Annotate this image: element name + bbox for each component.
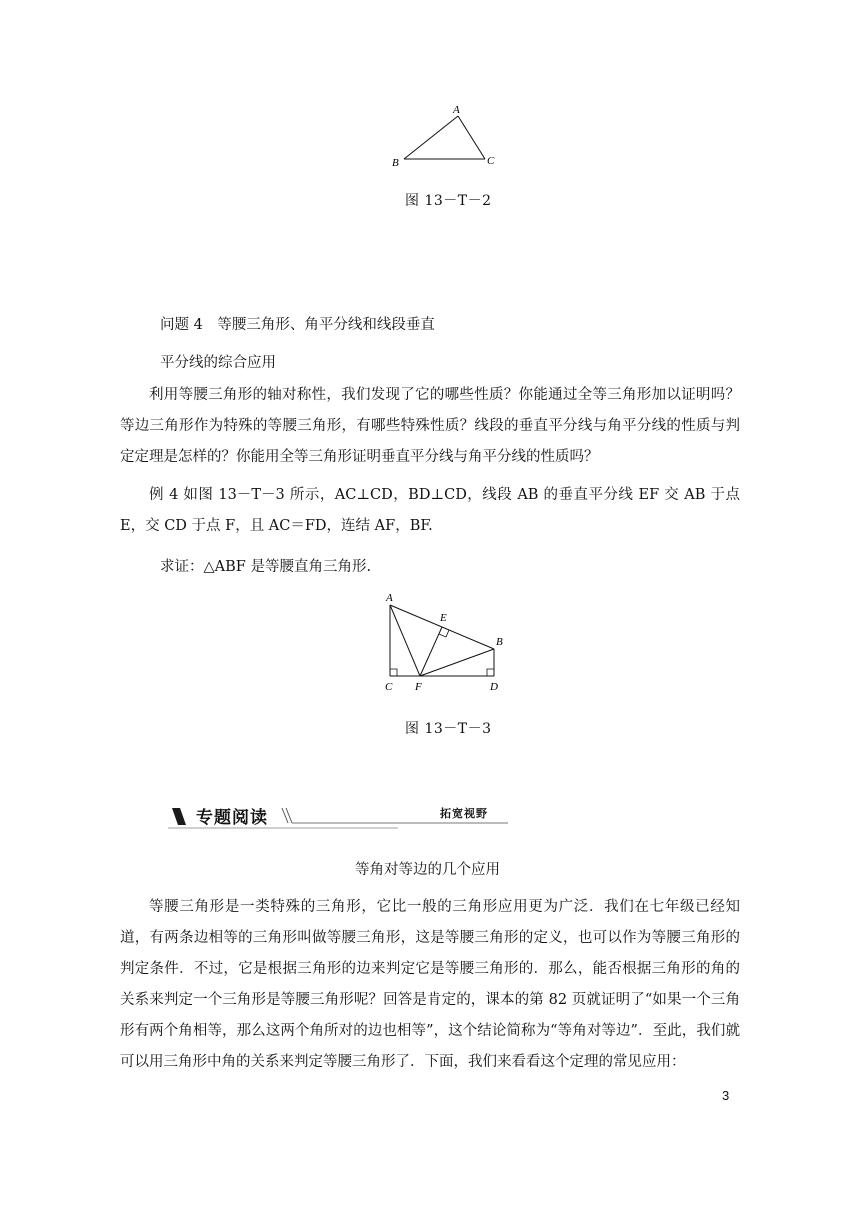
segment-AB: [404, 116, 458, 159]
problem-intro-paragraph: 利用等腰三角形的轴对称性，我们发现了它的哪些性质？你能通过全等三角形加以证明吗？等边三角形作为特殊的等腰三角形，有哪些特殊性质？线段的垂直平分线与角平分线的性质与判定定理是怎样的？你能用全等三角形证明垂直平分线与角平分线的性质吗？: [120, 387, 740, 465]
geometry-figure-13-T-3: [375, 588, 515, 700]
point-label-E: E: [440, 612, 447, 624]
figure-caption-2: 图 13－T－3: [405, 721, 492, 737]
problem-title-line1: 问题 4 等腰三角形、角平分线和线段垂直: [160, 317, 435, 333]
point-label-D: D: [490, 681, 498, 693]
prove-statement: 求证：△ABF 是等腰直角三角形.: [160, 559, 372, 575]
segment-AC: [458, 116, 485, 159]
reading-title: 等角对等边的几个应用: [355, 862, 500, 878]
triangle-figure-13-T-2: [385, 100, 505, 175]
point-label-F: F: [415, 681, 422, 693]
right-angle-mark-C: [390, 669, 397, 676]
point-label-A: A: [453, 104, 460, 116]
point-label-B: B: [392, 157, 399, 169]
right-angle-mark-D: [487, 669, 494, 676]
page-number: 3: [722, 1088, 730, 1103]
segment-BF: [420, 649, 494, 676]
point-label-C: C: [487, 155, 495, 167]
banner-title: 专题阅读: [196, 808, 268, 828]
point-label-C: C: [385, 681, 393, 693]
figure-caption-1: 图 13－T－2: [405, 193, 492, 209]
banner-accent-stripe: [172, 808, 186, 825]
point-label-B: B: [496, 636, 503, 648]
reading-body-paragraph: 等腰三角形是一类特殊的三角形，它比一般的三角形应用更为广泛．我们在七年级已经知道，有两条边相等的三角形叫做等腰三角形，这是等腰三角形的定义，也可以作为等腰三角形的判定条件．不过，它是根据三角形的边来判定它是等腰三角形的．那么，能否根据三角形的角的关系来判定一个三角形是等腰三角形呢？回答是肯定的，课本的第 82 页就证明了“如果一个三角形有两个角相等，那么这两个角所对的边也相等”，这个结论简称为“等角对等边”．至此，我们就可以用三角形中角的关系来判定等腰三角形了．下面，我们来看看这个定理的常见应用：: [120, 899, 740, 1070]
example-paragraph: 例 4 如图 13－T－3 所示，AC⊥CD，BD⊥CD，线段 AB 的垂直平分线 EF 交 AB 于点 E，交 CD 于点 F，且 AC＝FD，连结 AF，BF.: [120, 487, 740, 534]
banner-subtitle: 拓宽视野: [440, 807, 488, 820]
point-label-A: A: [386, 592, 393, 604]
problem-title-line2: 平分线的综合应用: [160, 355, 276, 371]
reading-banner: [168, 803, 523, 829]
